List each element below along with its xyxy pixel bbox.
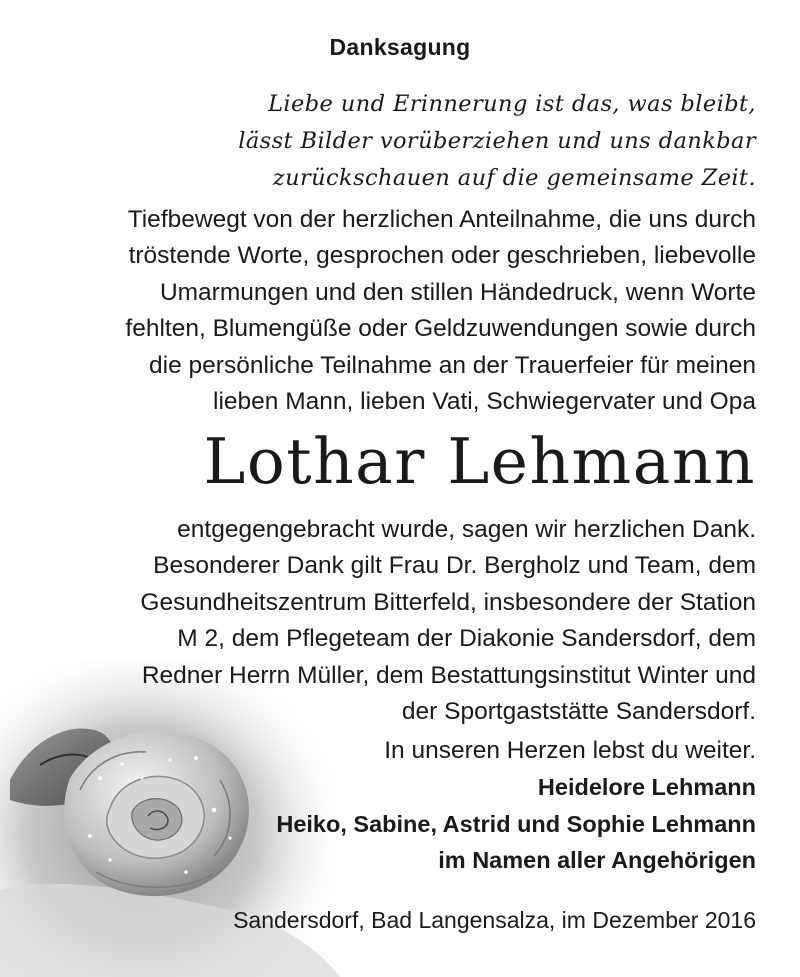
text-line: fehlten, Blumengüße oder Geldzuwendungen sowie durch (125, 315, 756, 343)
text-line: tröstende Worte, gesprochen oder geschrieben, liebevolle (128, 242, 756, 270)
place-date: Sandersdorf, Bad Langensalza, im Dezember 2016 (233, 907, 756, 933)
signature-line: Heidelore Lehmann (537, 774, 756, 801)
signature-line: im Namen aller Angehörigen (438, 847, 756, 874)
thanks-paragraph (0, 512, 756, 730)
signature-line: Heiko, Sabine, Astrid und Sophie Lehmann (276, 810, 756, 837)
text-line: M 2, dem Pflegeteam der Diakonie Sandersdorf, dem (177, 625, 756, 653)
text-line: der Sportgaststätte Sandersdorf. (401, 698, 756, 726)
text-line: lieben Mann, lieben Vati, Schwiegervater und Opa (213, 388, 756, 416)
text-line: Gesundheitszentrum Bitterfeld, insbesondere der Station (140, 588, 756, 616)
text-line: Umarmungen und den stillen Händedruck, wenn Worte (159, 278, 756, 306)
text-line: Tiefbewegt von der herzlichen Anteilnahme, die uns durch (127, 206, 756, 233)
intro-paragraph (0, 202, 756, 420)
text-line: Besonderer Dank gilt Frau Dr. Bergholz und Team, dem (153, 552, 756, 580)
poem-quote (36, 86, 756, 197)
deceased-name: Lothar Lehmann (203, 425, 756, 498)
closing-line: In unseren Herzen lebst du weiter. (384, 737, 756, 764)
heading: Danksagung (329, 34, 471, 60)
poem-line: zurückschauen auf die gemeinsame Zeit. (272, 165, 756, 191)
poem-line: lässt Bilder vorüberziehen und uns dankbar (238, 128, 756, 154)
closing-block (156, 733, 756, 879)
text-line: entgegengebracht wurde, sagen wir herzlichen Dank. (177, 516, 756, 543)
text-line: die persönliche Teilnahme an der Trauerfeier für meinen (149, 351, 756, 379)
poem-line: Liebe und Erinnerung ist das, was bleibt, (268, 91, 756, 117)
text-line: Redner Herrn Müller, dem Bestattungsinstitut Winter und (141, 661, 756, 689)
